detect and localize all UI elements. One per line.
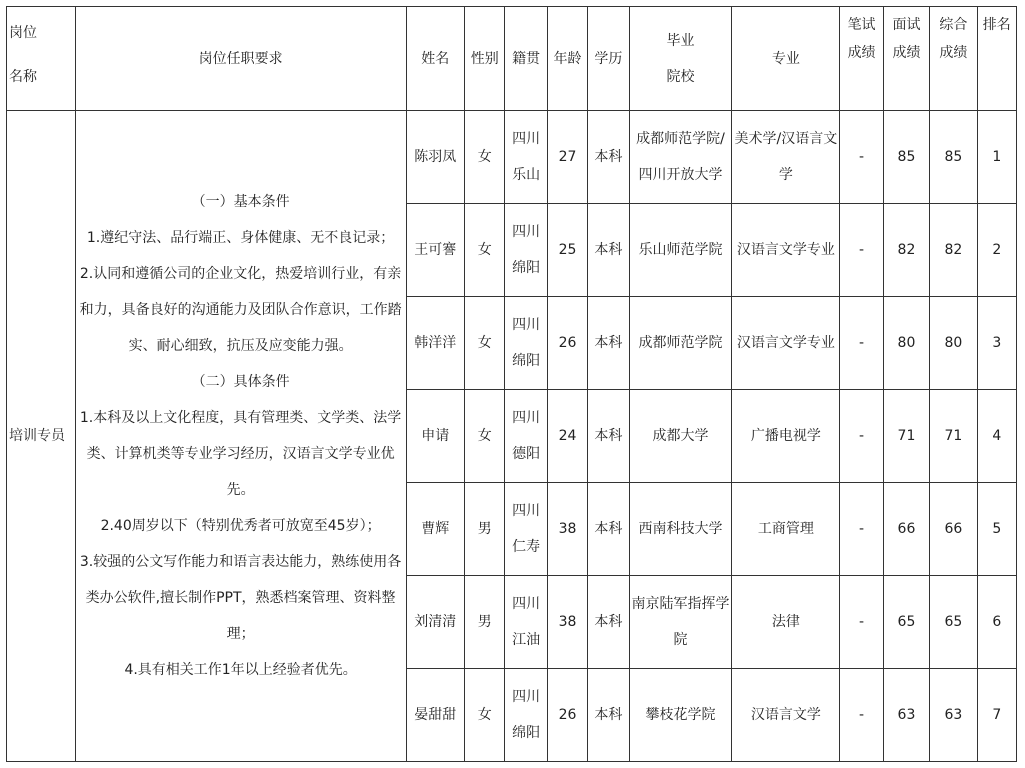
candidate-interview-score: 82	[883, 204, 929, 297]
table-header-row	[7, 7, 1017, 111]
candidate-gender: 女	[465, 204, 505, 297]
candidate-major: 法律	[732, 576, 840, 669]
candidate-education: 本科	[588, 576, 629, 669]
candidate-origin: 四川 绵阳	[505, 297, 547, 390]
candidate-name: 刘清清	[406, 576, 465, 669]
candidate-rank: 2	[977, 204, 1016, 297]
header-interview-score: 面试 成绩	[883, 7, 929, 111]
candidate-total-score: 66	[930, 483, 977, 576]
header-rank: 排名	[977, 7, 1016, 111]
table-row	[7, 111, 1017, 204]
candidate-rank: 6	[977, 576, 1016, 669]
candidate-major: 汉语言文学专业	[732, 204, 840, 297]
candidate-rank: 7	[977, 669, 1016, 762]
candidate-interview-score: 63	[883, 669, 929, 762]
header-position: 岗位 名称	[7, 7, 76, 111]
candidate-total-score: 65	[930, 576, 977, 669]
candidate-gender: 女	[465, 390, 505, 483]
requirements-item: 2.40周岁以下（特别优秀者可放宽至45岁）；	[100, 518, 381, 534]
candidate-interview-score: 65	[883, 576, 929, 669]
candidate-age: 25	[547, 204, 587, 297]
candidate-gender: 男	[465, 576, 505, 669]
candidate-school: 成都师范学院	[629, 297, 732, 390]
candidate-education: 本科	[588, 390, 629, 483]
candidate-written-score: -	[840, 111, 883, 204]
candidate-school: 西南科技大学	[629, 483, 732, 576]
candidate-written-score: -	[840, 204, 883, 297]
requirements-heading-specific: （二）具体条件	[191, 374, 290, 390]
candidate-age: 38	[547, 483, 587, 576]
candidate-gender: 女	[465, 297, 505, 390]
candidate-total-score: 63	[930, 669, 977, 762]
candidate-age: 27	[547, 111, 587, 204]
header-written-score: 笔试 成绩	[840, 7, 883, 111]
candidate-total-score: 80	[930, 297, 977, 390]
header-name: 姓名	[406, 7, 465, 111]
results-sheet	[6, 6, 1017, 763]
candidate-major: 广播电视学	[732, 390, 840, 483]
candidate-education: 本科	[588, 204, 629, 297]
requirements-item: 3.较强的公文写作能力和语言表达能力，熟练使用各类办公软件,擅长制作PPT，熟悉档案管理、资料整理；	[79, 554, 402, 642]
candidate-written-score: -	[840, 483, 883, 576]
candidate-name: 陈羽凤	[406, 111, 465, 204]
candidate-origin: 四川 绵阳	[505, 204, 547, 297]
candidate-school: 成都大学	[629, 390, 732, 483]
candidate-school: 南京陆军指挥学院	[629, 576, 732, 669]
candidate-school: 乐山师范学院	[629, 204, 732, 297]
candidate-written-score: -	[840, 297, 883, 390]
header-school: 毕业 院校	[629, 7, 732, 111]
header-total-score: 综合 成绩	[930, 7, 977, 111]
candidate-rank: 5	[977, 483, 1016, 576]
candidate-origin: 四川 绵阳	[505, 669, 547, 762]
position-cell: 培训专员	[7, 111, 76, 762]
candidate-school: 攀枝花学院	[629, 669, 732, 762]
header-education: 学历	[588, 7, 629, 111]
candidate-age: 38	[547, 576, 587, 669]
candidate-gender: 男	[465, 483, 505, 576]
candidate-written-score: -	[840, 669, 883, 762]
candidate-name: 晏甜甜	[406, 669, 465, 762]
candidate-school: 成都师范学院/四川开放大学	[629, 111, 732, 204]
candidate-major: 美术学/汉语言文学	[732, 111, 840, 204]
candidate-interview-score: 85	[883, 111, 929, 204]
candidate-major: 汉语言文学专业	[732, 297, 840, 390]
header-major: 专业	[732, 7, 840, 111]
requirements-item: 1.本科及以上文化程度，具有管理类、文学类、法学类、计算机类等专业学习经历，汉语言文学专业优先。	[79, 410, 402, 498]
candidate-origin: 四川 德阳	[505, 390, 547, 483]
candidate-age: 26	[547, 297, 587, 390]
candidate-education: 本科	[588, 111, 629, 204]
header-requirements: 岗位任职要求	[75, 7, 406, 111]
candidate-name: 申请	[406, 390, 465, 483]
candidate-education: 本科	[588, 483, 629, 576]
candidate-education: 本科	[588, 297, 629, 390]
candidate-major: 汉语言文学	[732, 669, 840, 762]
candidate-rank: 1	[977, 111, 1016, 204]
candidate-results-table	[6, 6, 1017, 762]
candidate-name: 曹辉	[406, 483, 465, 576]
candidate-gender: 女	[465, 669, 505, 762]
header-gender: 性别	[465, 7, 505, 111]
candidate-interview-score: 71	[883, 390, 929, 483]
candidate-total-score: 71	[930, 390, 977, 483]
candidate-interview-score: 66	[883, 483, 929, 576]
candidate-age: 24	[547, 390, 587, 483]
candidate-origin: 四川 乐山	[505, 111, 547, 204]
candidate-rank: 4	[977, 390, 1016, 483]
candidate-age: 26	[547, 669, 587, 762]
candidate-name: 韩洋洋	[406, 297, 465, 390]
candidate-origin: 四川 仁寿	[505, 483, 547, 576]
requirements-item: 4.具有相关工作1年以上经验者优先。	[124, 662, 357, 678]
candidate-total-score: 85	[930, 111, 977, 204]
candidate-written-score: -	[840, 576, 883, 669]
candidate-written-score: -	[840, 390, 883, 483]
candidate-origin: 四川 江油	[505, 576, 547, 669]
requirements-heading-basic: （一）基本条件	[191, 194, 290, 210]
requirements-item: 2.认同和遵循公司的企业文化，热爱培训行业，有亲和力，具备良好的沟通能力及团队合作意识，工作踏实、耐心细致，抗压及应变能力强。	[79, 266, 402, 354]
candidate-major: 工商管理	[732, 483, 840, 576]
requirements-item: 1.遵纪守法、品行端正、身体健康、无不良记录；	[86, 230, 395, 246]
candidate-total-score: 82	[930, 204, 977, 297]
header-age: 年龄	[547, 7, 587, 111]
candidate-interview-score: 80	[883, 297, 929, 390]
candidate-education: 本科	[588, 669, 629, 762]
header-origin: 籍贯	[505, 7, 547, 111]
requirements-cell	[75, 111, 406, 762]
candidate-gender: 女	[465, 111, 505, 204]
candidate-name: 王可謇	[406, 204, 465, 297]
candidate-rank: 3	[977, 297, 1016, 390]
